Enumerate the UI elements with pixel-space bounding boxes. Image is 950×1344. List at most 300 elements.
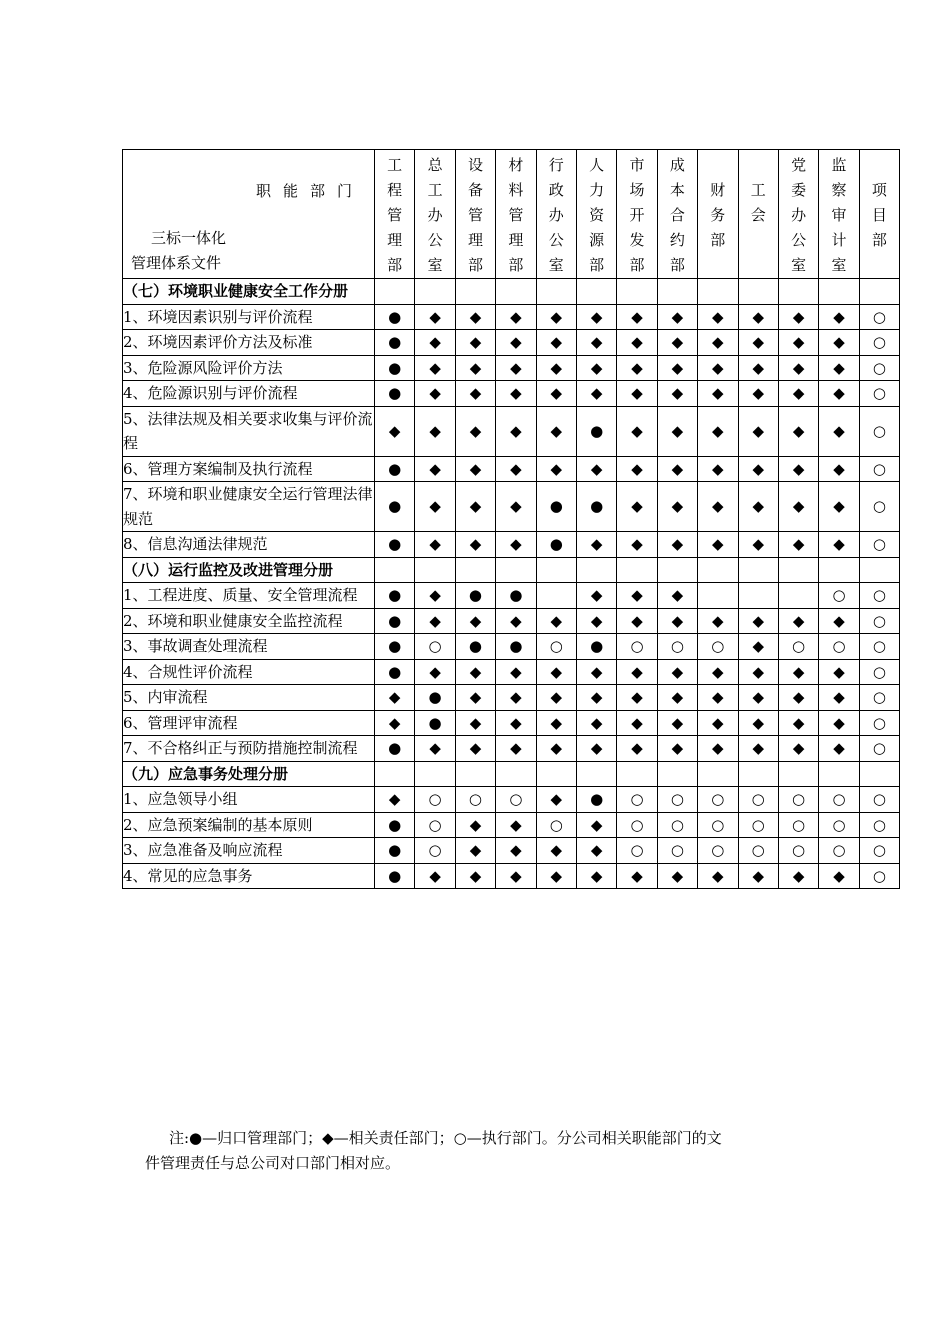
matrix-cell: ● <box>536 532 576 558</box>
matrix-cell <box>415 279 455 305</box>
matrix-cell: ◆ <box>415 330 455 356</box>
matrix-cell: ◆ <box>778 304 818 330</box>
matrix-cell: ◆ <box>657 583 697 609</box>
matrix-cell: ○ <box>859 482 899 532</box>
matrix-cell <box>819 557 859 583</box>
matrix-cell: ◆ <box>617 482 657 532</box>
matrix-cell: ◆ <box>375 710 415 736</box>
matrix-cell: ○ <box>617 787 657 813</box>
matrix-body <box>123 279 900 889</box>
matrix-cell: ◆ <box>617 532 657 558</box>
matrix-cell <box>617 557 657 583</box>
row-label: 7、不合格纠正与预防措施控制流程 <box>123 736 375 762</box>
table-row <box>123 685 900 711</box>
matrix-cell <box>496 761 536 787</box>
row-label: 2、应急预案编制的基本原则 <box>123 812 375 838</box>
matrix-cell: ◆ <box>617 304 657 330</box>
matrix-cell <box>617 279 657 305</box>
matrix-cell: ● <box>375 812 415 838</box>
matrix-cell: ◆ <box>536 863 576 889</box>
row-label: 3、应急准备及响应流程 <box>123 838 375 864</box>
matrix-cell: ◆ <box>778 685 818 711</box>
matrix-cell: ◆ <box>415 659 455 685</box>
dept-header: 工程管理部 <box>375 150 415 279</box>
matrix-cell: ◆ <box>778 608 818 634</box>
matrix-cell: ● <box>375 634 415 660</box>
matrix-cell: ◆ <box>455 838 495 864</box>
row-label: 5、法律法规及相关要求收集与评价流程 <box>123 406 375 456</box>
matrix-cell <box>536 279 576 305</box>
matrix-cell <box>496 279 536 305</box>
matrix-cell <box>536 557 576 583</box>
dept-header: 财务部 <box>698 150 738 279</box>
matrix-cell: ● <box>496 634 536 660</box>
matrix-cell <box>778 279 818 305</box>
matrix-cell <box>819 279 859 305</box>
matrix-cell: ◆ <box>819 456 859 482</box>
matrix-cell <box>415 761 455 787</box>
matrix-cell: ◆ <box>496 381 536 407</box>
matrix-cell: ○ <box>738 812 778 838</box>
matrix-cell: ○ <box>738 838 778 864</box>
table-row <box>123 532 900 558</box>
dept-header: 人力资源部 <box>576 150 616 279</box>
matrix-cell: ◆ <box>576 710 616 736</box>
matrix-cell: ◆ <box>576 456 616 482</box>
matrix-cell: ◆ <box>415 532 455 558</box>
matrix-cell: ◆ <box>698 532 738 558</box>
matrix-cell: ○ <box>819 812 859 838</box>
matrix-cell <box>415 557 455 583</box>
matrix-cell: ● <box>576 406 616 456</box>
matrix-cell <box>819 761 859 787</box>
matrix-cell: ◆ <box>738 406 778 456</box>
matrix-cell: ◆ <box>617 330 657 356</box>
matrix-cell: ◆ <box>698 406 738 456</box>
matrix-cell: ○ <box>859 736 899 762</box>
matrix-cell: ◆ <box>576 355 616 381</box>
matrix-cell: ○ <box>819 838 859 864</box>
matrix-cell <box>778 761 818 787</box>
table-row <box>123 381 900 407</box>
matrix-cell: ○ <box>859 406 899 456</box>
matrix-cell: ◆ <box>496 304 536 330</box>
matrix-cell: ◆ <box>617 456 657 482</box>
matrix-cell: ◆ <box>455 532 495 558</box>
matrix-cell: ○ <box>859 787 899 813</box>
corner-cell <box>123 150 375 279</box>
matrix-cell <box>496 557 536 583</box>
matrix-cell: ○ <box>698 787 738 813</box>
matrix-cell: ◆ <box>415 583 455 609</box>
table-row <box>123 838 900 864</box>
matrix-cell: ◆ <box>657 330 697 356</box>
matrix-cell: ○ <box>859 608 899 634</box>
matrix-cell <box>576 557 616 583</box>
matrix-cell: ○ <box>698 812 738 838</box>
row-label: 1、环境因素识别与评价流程 <box>123 304 375 330</box>
matrix-cell: ◆ <box>819 659 859 685</box>
matrix-cell: ◆ <box>738 330 778 356</box>
matrix-cell <box>536 761 576 787</box>
matrix-cell: ● <box>375 863 415 889</box>
matrix-cell: ◆ <box>698 736 738 762</box>
matrix-cell: ○ <box>859 355 899 381</box>
dept-header: 总工办公室 <box>415 150 455 279</box>
matrix-cell: ◆ <box>698 304 738 330</box>
dept-header: 监察审计室 <box>819 150 859 279</box>
section-row <box>123 557 900 583</box>
matrix-cell: ◆ <box>738 659 778 685</box>
matrix-cell: ○ <box>415 838 455 864</box>
section-title: （七）环境职业健康安全工作分册 <box>123 279 375 305</box>
matrix-cell: ◆ <box>819 685 859 711</box>
matrix-cell: ○ <box>778 634 818 660</box>
matrix-cell: ◆ <box>657 482 697 532</box>
matrix-cell: ◆ <box>738 304 778 330</box>
matrix-cell: ◆ <box>778 381 818 407</box>
matrix-cell: ◆ <box>415 456 455 482</box>
matrix-cell: ○ <box>778 812 818 838</box>
matrix-cell: ● <box>576 482 616 532</box>
matrix-cell: ◆ <box>455 736 495 762</box>
matrix-cell: ◆ <box>415 482 455 532</box>
matrix-cell: ◆ <box>576 863 616 889</box>
corner-top-label: 职能部门 <box>255 182 364 200</box>
matrix-cell: ○ <box>859 812 899 838</box>
matrix-cell: ○ <box>859 863 899 889</box>
matrix-cell <box>698 583 738 609</box>
matrix-cell: ◆ <box>536 838 576 864</box>
row-label: 2、环境因素评价方法及标准 <box>123 330 375 356</box>
matrix-cell: ◆ <box>455 863 495 889</box>
table-row <box>123 456 900 482</box>
matrix-cell: ◆ <box>415 304 455 330</box>
matrix-cell: ◆ <box>536 736 576 762</box>
footnote-line-2: 件管理责任与总公司对口部门相对应。 <box>145 1154 401 1172</box>
matrix-cell: ◆ <box>496 330 536 356</box>
matrix-cell: ◆ <box>819 330 859 356</box>
matrix-cell: ◆ <box>617 355 657 381</box>
dept-header: 材料管理部 <box>496 150 536 279</box>
matrix-cell: ◆ <box>819 863 859 889</box>
matrix-cell: ◆ <box>698 355 738 381</box>
matrix-cell: ● <box>415 710 455 736</box>
matrix-cell: ◆ <box>536 685 576 711</box>
matrix-cell: ◆ <box>455 659 495 685</box>
matrix-cell: ● <box>375 330 415 356</box>
matrix-cell: ● <box>536 482 576 532</box>
matrix-cell: ◆ <box>455 812 495 838</box>
matrix-cell: ◆ <box>738 532 778 558</box>
matrix-cell: ◆ <box>455 330 495 356</box>
matrix-cell: ◆ <box>819 532 859 558</box>
table-row <box>123 330 900 356</box>
matrix-cell: ◆ <box>415 863 455 889</box>
table-row <box>123 406 900 456</box>
matrix-cell: ◆ <box>819 482 859 532</box>
matrix-cell: ● <box>375 456 415 482</box>
matrix-cell: ◆ <box>738 456 778 482</box>
matrix-cell: ◆ <box>576 812 616 838</box>
matrix-cell <box>576 761 616 787</box>
matrix-cell: ○ <box>617 634 657 660</box>
matrix-cell: ◆ <box>617 685 657 711</box>
matrix-cell: ◆ <box>698 710 738 736</box>
section-title: （八）运行监控及改进管理分册 <box>123 557 375 583</box>
matrix-cell: ◆ <box>496 736 536 762</box>
matrix-cell: ○ <box>819 583 859 609</box>
matrix-cell: ◆ <box>455 710 495 736</box>
row-label: 6、管理方案编制及执行流程 <box>123 456 375 482</box>
matrix-cell: ◆ <box>496 608 536 634</box>
matrix-cell <box>738 761 778 787</box>
matrix-cell: ◆ <box>536 381 576 407</box>
matrix-cell: ○ <box>415 634 455 660</box>
matrix-cell: ◆ <box>778 863 818 889</box>
matrix-cell: ○ <box>536 634 576 660</box>
matrix-cell <box>617 761 657 787</box>
matrix-cell: ◆ <box>698 685 738 711</box>
matrix-cell: ◆ <box>375 685 415 711</box>
table-row <box>123 736 900 762</box>
section-title: （九）应急事务处理分册 <box>123 761 375 787</box>
matrix-cell: ● <box>375 532 415 558</box>
matrix-cell: ◆ <box>819 381 859 407</box>
table-row <box>123 482 900 532</box>
matrix-cell: ◆ <box>576 659 616 685</box>
matrix-cell: ○ <box>415 787 455 813</box>
matrix-cell: ◆ <box>819 710 859 736</box>
matrix-cell <box>698 557 738 583</box>
matrix-cell: ◆ <box>415 355 455 381</box>
matrix-cell: ○ <box>657 787 697 813</box>
matrix-cell: ◆ <box>536 659 576 685</box>
row-label: 1、工程进度、质量、安全管理流程 <box>123 583 375 609</box>
matrix-cell: ◆ <box>778 532 818 558</box>
matrix-cell: ○ <box>657 634 697 660</box>
dept-header: 党委办公室 <box>778 150 818 279</box>
matrix-cell: ◆ <box>738 863 778 889</box>
matrix-cell: ◆ <box>536 710 576 736</box>
row-label: 4、常见的应急事务 <box>123 863 375 889</box>
row-label: 3、事故调查处理流程 <box>123 634 375 660</box>
matrix-cell: ○ <box>859 532 899 558</box>
dept-header: 市场开发部 <box>617 150 657 279</box>
dept-header: 行政办公室 <box>536 150 576 279</box>
matrix-cell: ○ <box>536 812 576 838</box>
matrix-cell: ○ <box>859 456 899 482</box>
matrix-cell: ◆ <box>778 330 818 356</box>
matrix-cell: ◆ <box>536 456 576 482</box>
matrix-cell: ◆ <box>738 685 778 711</box>
matrix-cell <box>778 583 818 609</box>
matrix-cell: ◆ <box>496 812 536 838</box>
matrix-cell <box>375 557 415 583</box>
corner-bottom-label-2: 管理体系文件 <box>131 254 222 272</box>
matrix-cell: ◆ <box>496 838 536 864</box>
row-label: 4、危险源识别与评价流程 <box>123 381 375 407</box>
table-row <box>123 812 900 838</box>
matrix-cell: ◆ <box>496 456 536 482</box>
matrix-cell: ◆ <box>657 608 697 634</box>
matrix-cell: ◆ <box>415 736 455 762</box>
matrix-cell: ○ <box>819 634 859 660</box>
section-row <box>123 279 900 305</box>
matrix-cell: ◆ <box>657 456 697 482</box>
matrix-cell <box>455 279 495 305</box>
matrix-cell: ● <box>375 355 415 381</box>
dept-header: 设备管理部 <box>455 150 495 279</box>
matrix-cell: ◆ <box>375 787 415 813</box>
matrix-cell: ● <box>576 787 616 813</box>
matrix-cell: ● <box>455 583 495 609</box>
matrix-cell: ● <box>375 608 415 634</box>
matrix-cell: ◆ <box>698 330 738 356</box>
matrix-cell: ● <box>496 583 536 609</box>
matrix-cell: ○ <box>859 838 899 864</box>
matrix-cell: ○ <box>859 583 899 609</box>
matrix-cell: ◆ <box>698 482 738 532</box>
matrix-cell: ◆ <box>496 863 536 889</box>
matrix-cell: ○ <box>859 381 899 407</box>
table-row <box>123 710 900 736</box>
matrix-cell: ○ <box>617 812 657 838</box>
matrix-cell: ◆ <box>819 355 859 381</box>
matrix-cell: ● <box>576 634 616 660</box>
matrix-cell <box>657 761 697 787</box>
matrix-cell <box>657 557 697 583</box>
matrix-cell <box>375 761 415 787</box>
matrix-cell: ◆ <box>738 355 778 381</box>
matrix-cell: ◆ <box>657 532 697 558</box>
matrix-cell <box>859 279 899 305</box>
row-label: 6、管理评审流程 <box>123 710 375 736</box>
matrix-cell: ● <box>375 736 415 762</box>
matrix-cell: ◆ <box>657 685 697 711</box>
matrix-cell: ◆ <box>496 659 536 685</box>
matrix-cell: ◆ <box>496 532 536 558</box>
matrix-cell: ○ <box>859 634 899 660</box>
matrix-cell <box>698 279 738 305</box>
matrix-cell: ◆ <box>536 330 576 356</box>
matrix-cell: ● <box>455 634 495 660</box>
matrix-cell: ◆ <box>819 608 859 634</box>
matrix-cell: ◆ <box>738 482 778 532</box>
matrix-cell <box>778 557 818 583</box>
matrix-cell: ◆ <box>778 659 818 685</box>
matrix-cell: ◆ <box>819 736 859 762</box>
table-row <box>123 583 900 609</box>
table-row <box>123 787 900 813</box>
row-label: 7、环境和职业健康安全运行管理法律规范 <box>123 482 375 532</box>
matrix-cell <box>536 583 576 609</box>
row-label: 2、环境和职业健康安全监控流程 <box>123 608 375 634</box>
matrix-cell: ◆ <box>536 355 576 381</box>
table-row <box>123 659 900 685</box>
matrix-cell: ◆ <box>738 608 778 634</box>
row-label: 1、应急领导小组 <box>123 787 375 813</box>
matrix-cell: ◆ <box>455 381 495 407</box>
matrix-cell: ◆ <box>698 381 738 407</box>
matrix-cell: ◆ <box>496 406 536 456</box>
matrix-cell <box>657 279 697 305</box>
matrix-cell: ◆ <box>778 355 818 381</box>
matrix-cell: ◆ <box>576 532 616 558</box>
matrix-cell: ◆ <box>738 381 778 407</box>
matrix-cell: ◆ <box>536 608 576 634</box>
row-label: 8、信息沟通法律规范 <box>123 532 375 558</box>
dept-header: 成本合约部 <box>657 150 697 279</box>
matrix-cell: ○ <box>859 659 899 685</box>
matrix-cell: ◆ <box>455 456 495 482</box>
matrix-cell: ◆ <box>778 482 818 532</box>
matrix-cell <box>738 557 778 583</box>
matrix-cell: ● <box>415 685 455 711</box>
matrix-cell: ◆ <box>415 381 455 407</box>
matrix-cell: ○ <box>819 787 859 813</box>
matrix-cell: ○ <box>698 634 738 660</box>
table-row <box>123 608 900 634</box>
matrix-cell: ◆ <box>455 355 495 381</box>
matrix-cell: ◆ <box>738 710 778 736</box>
matrix-cell: ◆ <box>657 863 697 889</box>
matrix-cell: ◆ <box>657 736 697 762</box>
matrix-cell: ● <box>375 583 415 609</box>
matrix-cell: ○ <box>415 812 455 838</box>
matrix-cell: ◆ <box>455 406 495 456</box>
matrix-cell: ○ <box>617 838 657 864</box>
matrix-cell: ◆ <box>617 863 657 889</box>
matrix-cell: ◆ <box>576 838 616 864</box>
matrix-cell: ● <box>375 659 415 685</box>
matrix-cell: ○ <box>859 685 899 711</box>
matrix-cell: ◆ <box>496 355 536 381</box>
matrix-cell: ◆ <box>415 406 455 456</box>
matrix-cell: ◆ <box>698 659 738 685</box>
matrix-cell: ◆ <box>617 710 657 736</box>
corner-bottom-label-1: 三标一体化 <box>151 229 227 247</box>
matrix-cell: ◆ <box>617 406 657 456</box>
matrix-cell: ◆ <box>455 685 495 711</box>
matrix-cell <box>738 279 778 305</box>
matrix-cell: ◆ <box>536 406 576 456</box>
matrix-cell: ◆ <box>536 787 576 813</box>
matrix-cell: ○ <box>657 838 697 864</box>
matrix-cell: ◆ <box>778 456 818 482</box>
matrix-cell: ◆ <box>617 736 657 762</box>
matrix-cell: ○ <box>738 787 778 813</box>
row-label: 5、内审流程 <box>123 685 375 711</box>
matrix-cell <box>375 279 415 305</box>
matrix-cell: ◆ <box>496 482 536 532</box>
matrix-cell: ◆ <box>657 355 697 381</box>
matrix-cell: ◆ <box>576 736 616 762</box>
matrix-cell: ◆ <box>819 304 859 330</box>
table-row <box>123 634 900 660</box>
matrix-cell <box>859 761 899 787</box>
matrix-cell: ◆ <box>617 608 657 634</box>
section-row <box>123 761 900 787</box>
matrix-cell <box>859 557 899 583</box>
header-row <box>123 150 900 279</box>
matrix-cell: ○ <box>859 710 899 736</box>
matrix-cell: ◆ <box>738 736 778 762</box>
matrix-cell: ◆ <box>576 685 616 711</box>
matrix-cell: ◆ <box>576 608 616 634</box>
matrix-cell: ◆ <box>617 381 657 407</box>
matrix-cell: ◆ <box>698 456 738 482</box>
